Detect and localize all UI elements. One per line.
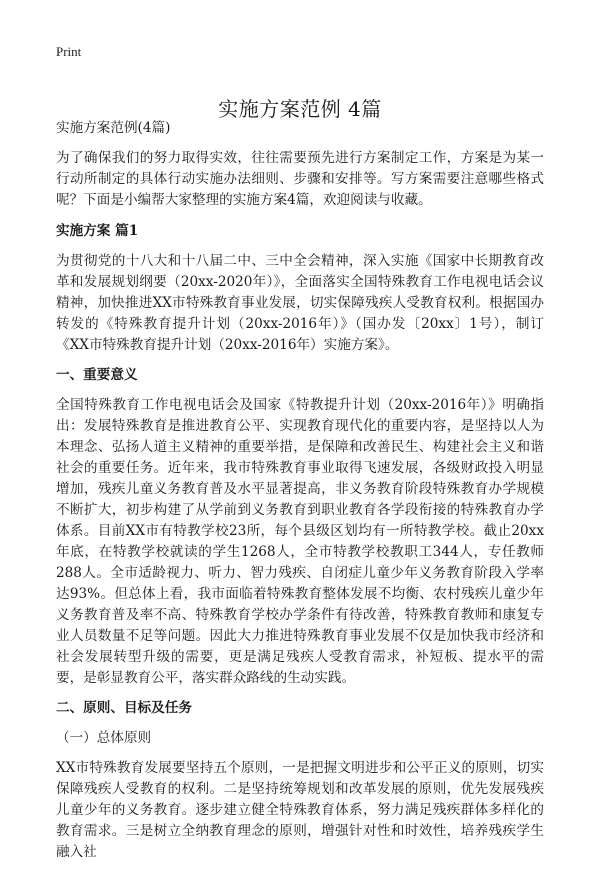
heading-article-1: 实施方案 篇1 <box>56 223 139 239</box>
paragraph-2: 全国特殊教育工作电视电话会及国家《特教提升计划（20xx-2016年）》明确指出：发展特殊教育是推进教育公平、实现教育现代化的重要内容，是坚持以人为本理念、弘扬人道主义精神的重要举措，是保障和改善民生、构建社会主义和谐社会的重要任务。近年来，我市特殊教育事业取得飞速发展，各级财政投入明显增加，残疾儿童义务教育普及水平显著提高，非义务教育阶段特殊教育办学规模不断扩大，初步构建了从学前到义务教育到职业教育各学段衔接的特殊教育办学体系。目前XX市有特教学校23所，每个县级区划均有一所特教学校。截止20xx年底，在特教学校就读的学生1268人，全市特教学校教职工344人，专任教师288人。全市适龄视力、听力、智力残疾、自闭症儿童少年义务教育阶段入学率达93%。但总体上看，我市面临着特殊教育整体发展不均衡、农村残疾儿童少年义务教育普及率不高、特殊教育学校办学条件有待改善，特殊教育教师和康复专业人员数量不足等问题。因此大力推进特殊教育事业发展不仅是加快我市经济和社会发展转型升级的需要，更是满足残疾人受教育需求，补短板、提水平的需要，是彰显教育公平，落实群众路线的生动实践。 <box>56 397 544 686</box>
print-label: Print <box>56 44 82 59</box>
document-body <box>56 118 544 872</box>
paragraph-1: 为贯彻党的十八大和十八届二中、三中全会精神，深入实施《国家中长期教育改革和发展规划纲要（20xx-2020年）》，全面落实全国特殊教育工作电视电话会议精神，加快推进XX市特殊教育事业发展，切实保障残疾人受教育权利。根据国办转发的《特殊教育提升计划（20xx-2016年）》（国办发〔20xx〕1号），制订《XX市特殊教育提升计划（20xx-2016年）实施方案》。 <box>56 253 544 353</box>
document-title: 实施方案范例 4篇 <box>218 97 382 122</box>
section-heading-principles: 二、原则、目标及任务 <box>56 700 192 716</box>
intro-paragraph: 为了确保我们的努力取得实效，往往需要预先进行方案制定工作，方案是为某一行动所制定的具体行动实施办法细则、步骤和安排等。写方案需要注意哪些格式呢？下面是小编帮大家整理的实施方案4篇，欢迎阅读与收藏。 <box>56 150 544 208</box>
document-subtitle: 实施方案范例(4篇) <box>56 120 171 136</box>
paragraph-3: XX市特殊教育发展要坚持五个原则，一是把握文明进步和公平正义的原则，切实保障残疾人受教育的权利。二是坚持统筹规划和改革发展的原则，优先发展残疾儿童少年的义务教育。逐步建立健全特殊教育体系，努力满足残疾群体多样化的教育需求。三是树立全纳教育理念的原则，增强针对性和时效性，培养残疾学生融入社 <box>56 760 544 860</box>
subsection-heading-general-principles: （一）总体原则 <box>56 730 152 746</box>
section-heading-significance: 一、重要意义 <box>56 367 138 383</box>
